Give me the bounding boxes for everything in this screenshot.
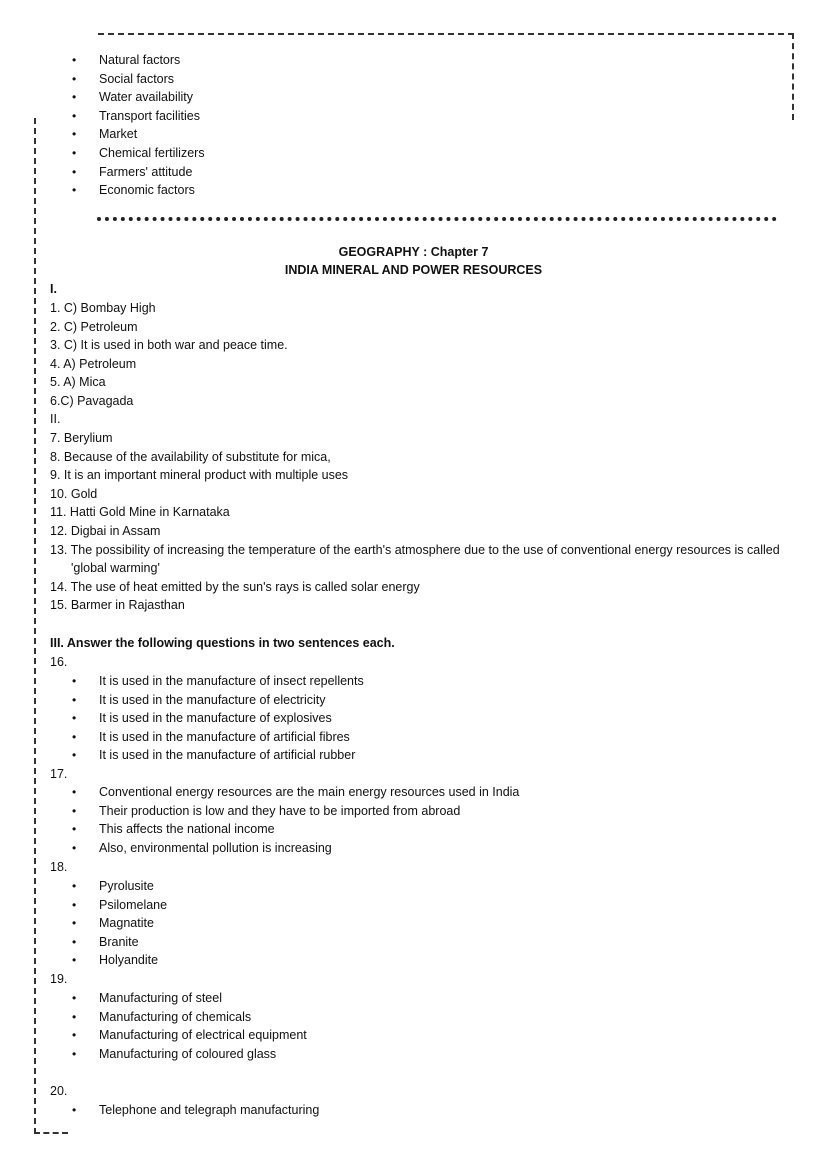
answer-item: 11. Hatti Gold Mine in Karnataka — [50, 505, 230, 520]
question-20-points — [70, 1101, 319, 1120]
list-item: • Their production is low and they have to be imported from abroad — [70, 802, 519, 821]
list-item: • Psilomelane — [70, 896, 167, 915]
section-i-answers — [50, 299, 288, 411]
answer-item: 15. Barmer in Rajasthan — [50, 598, 185, 613]
answer-item: 10. Gold — [50, 486, 98, 501]
question-16-points — [70, 672, 364, 765]
answer-item: 5. A) Mica — [50, 375, 106, 390]
answer-item: 13. The possibility of increasing the temperature of the earth's atmosphere due to the use of conventional energy resources is called 'global warming' — [50, 542, 780, 576]
list-item: • Social factors — [70, 70, 205, 89]
question-number: 17. — [50, 767, 68, 781]
page-title: INDIA MINERAL AND POWER RESOURCES — [284, 263, 543, 277]
section-iii-heading: III. Answer the following questions in two sentences each. — [50, 636, 395, 650]
factors-list — [70, 51, 205, 200]
question-number: 19. — [50, 972, 68, 986]
list-item: • Manufacturing of coloured glass — [70, 1045, 307, 1064]
list-item: • Farmers' attitude — [70, 163, 205, 182]
list-item: • Magnatite — [70, 914, 167, 933]
list-item: • Telephone and telegraph manufacturing — [70, 1101, 319, 1120]
answer-item: 12. Digbai in Assam — [50, 523, 161, 538]
list-item: • Conventional energy resources are the main energy resources used in India — [70, 783, 519, 802]
answer-item: 2. C) Petroleum — [50, 319, 138, 334]
question-18-points — [70, 877, 167, 970]
list-item: • It is used in the manufacture of explosives — [70, 709, 364, 728]
list-item: • It is used in the manufacture of artificial fibres — [70, 728, 364, 747]
question-17-points — [70, 783, 519, 857]
answer-item: 9. It is an important mineral product with multiple uses — [50, 468, 349, 483]
question-19-points — [70, 989, 307, 1063]
list-item: • Economic factors — [70, 181, 205, 200]
list-item: • Market — [70, 125, 205, 144]
answer-item: 1. C) Bombay High — [50, 301, 156, 315]
list-item: • Manufacturing of steel — [70, 989, 307, 1008]
list-item: • Holyandite — [70, 951, 167, 970]
answer-item: 14. The use of heat emitted by the sun's rays is called solar energy — [50, 579, 420, 594]
answer-item: 6.C) Pavagada — [50, 393, 134, 408]
question-number: 18. — [50, 860, 68, 874]
section-ii-label: II. — [50, 412, 61, 426]
list-item: • Natural factors — [70, 51, 205, 70]
list-item: • Manufacturing of electrical equipment — [70, 1026, 307, 1045]
list-item: • Also, environmental pollution is increasing — [70, 839, 519, 858]
answer-item: 3. C) It is used in both war and peace time. — [50, 338, 288, 353]
list-item: • Branite — [70, 933, 167, 952]
list-item: • Pyrolusite — [70, 877, 167, 896]
list-item: • Chemical fertilizers — [70, 144, 205, 163]
section-ii-answers — [50, 429, 791, 615]
list-item: • Manufacturing of chemicals — [70, 1008, 307, 1027]
list-item: • It is used in the manufacture of artificial rubber — [70, 746, 364, 765]
list-item: • It is used in the manufacture of insect repellents — [70, 672, 364, 691]
list-item: • Transport facilities — [70, 107, 205, 126]
question-number: 20. — [50, 1084, 68, 1098]
list-item: • Water availability — [70, 88, 205, 107]
section-i-label: I. — [50, 282, 57, 296]
question-number: 16. — [50, 655, 68, 669]
answer-item: 8. Because of the availability of substitute for mica, — [50, 449, 331, 464]
answer-item: 4. A) Petroleum — [50, 356, 137, 371]
section-divider — [97, 217, 777, 221]
answer-item: 7. Berylium — [50, 431, 113, 445]
chapter-heading: GEOGRAPHY : Chapter 7 — [338, 245, 489, 259]
list-item: • This affects the national income — [70, 820, 519, 839]
page-border-bottom — [34, 1132, 68, 1134]
list-item: • It is used in the manufacture of electricity — [70, 691, 364, 710]
